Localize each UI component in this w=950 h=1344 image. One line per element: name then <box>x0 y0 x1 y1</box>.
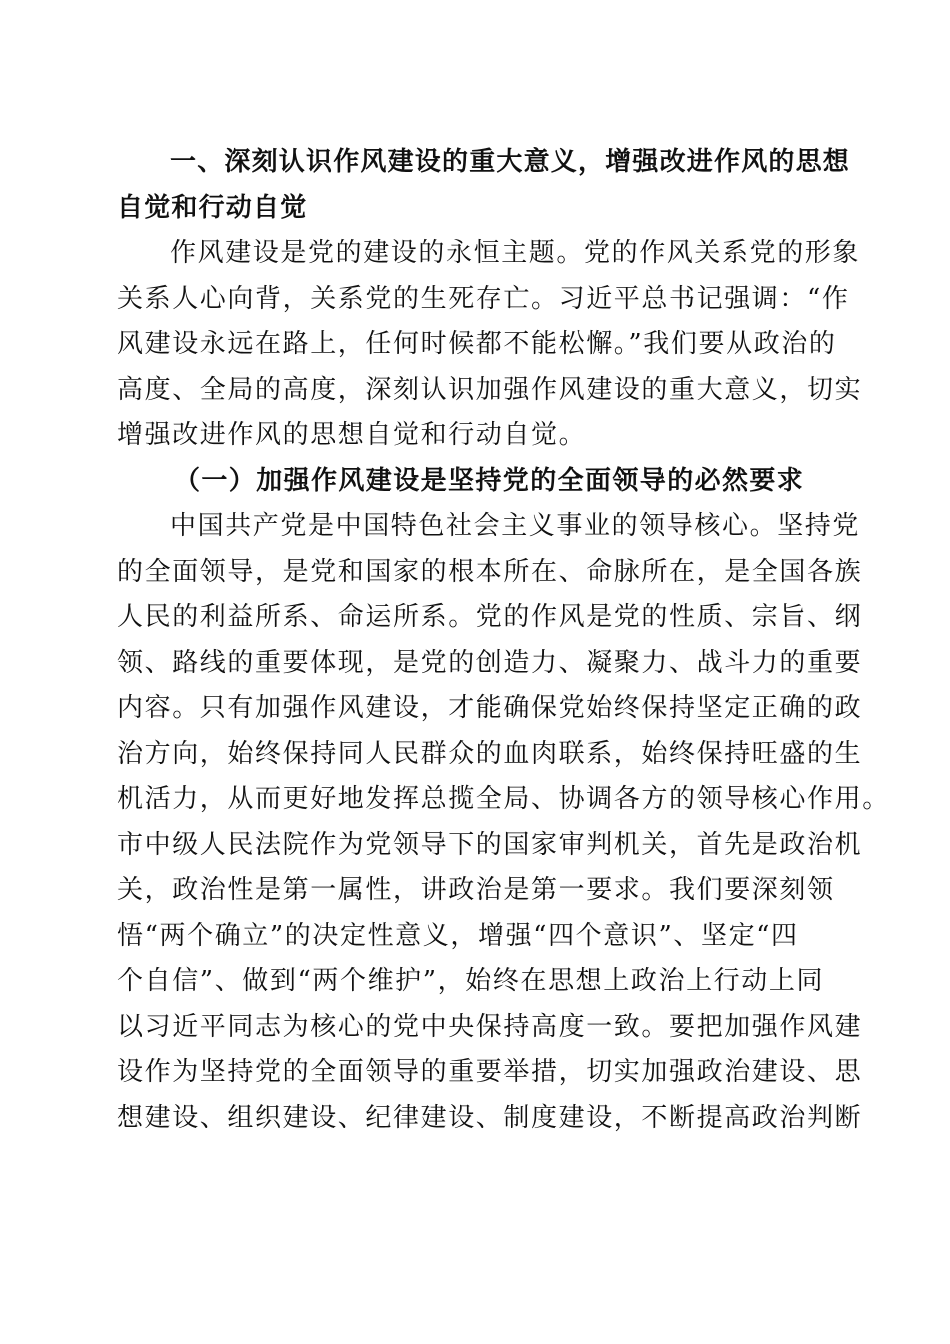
paragraph-2-line-12: 以习近平同志为核心的党中央保持高度一致。要把加强作风建 <box>117 1011 863 1042</box>
paragraph-2-line-2: 的全面领导，是党和国家的根本所在、命脉所在，是全国各族 <box>117 556 863 587</box>
paragraph-1-line-3: 风建设永远在路上，任何时候都不能松懈。”我们要从政治的 <box>117 329 837 359</box>
section-heading-line-2: 自觉和行动自觉 <box>117 192 308 223</box>
paragraph-2-line-9: 关，政治性是第一属性，讲政治是第一要求。我们要深刻领 <box>117 875 835 905</box>
paragraph-1-line-5: 增强改进作风的思想自觉和行动自觉。 <box>117 420 587 450</box>
paragraph-2-line-1: 中国共产党是中国特色社会主义事业的领导核心。坚持党 <box>170 511 861 541</box>
paragraph-2-line-14: 想建设、组织建设、纪律建设、制度建设，不断提高政治判断 <box>117 1102 863 1133</box>
paragraph-1-line-4: 高度、全局的高度，深刻认识加强作风建设的重大意义，切实 <box>117 374 863 405</box>
paragraph-2-line-13: 设作为坚持党的全面领导的重要举措，切实加强政治建设、思 <box>117 1057 863 1087</box>
paragraph-2-line-6: 治方向，始终保持同人民群众的血肉联系，始终保持旺盛的生 <box>117 738 863 769</box>
subsection-heading: （一）加强作风建设是坚持党的全面领导的必然要求 <box>174 465 805 496</box>
paragraph-2-line-10: 悟“两个确立”的决定性意义，增强“四个意识”、坚定“四 <box>117 920 799 951</box>
paragraph-2-line-11: 个自信”、做到“两个维护”，始终在思想上政治上行动上同 <box>117 966 825 996</box>
paragraph-1-line-1: 作风建设是党的建设的永恒主题。党的作风关系党的形象 <box>170 238 861 268</box>
paragraph-1-line-2: 关系人心向背，关系党的生死存亡。习近平总书记强调：“作 <box>117 283 850 314</box>
paragraph-2-line-7: 机活力，从而更好地发挥总揽全局、协调各方的领导核心作用。 <box>117 784 890 814</box>
paragraph-2-line-8: 市中级人民法院作为党领导下的国家审判机关，首先是政治机 <box>117 829 863 860</box>
paragraph-2-line-5: 内容。只有加强作风建设，才能确保党始终保持坚定正确的政 <box>117 693 863 723</box>
paragraph-2-line-4: 领、路线的重要体现，是党的创造力、凝聚力、战斗力的重要 <box>117 647 863 678</box>
section-heading-line-1: 一、深刻认识作风建设的重大意义，增强改进作风的思想 <box>170 147 851 177</box>
paragraph-2-line-3: 人民的利益所系、命运所系。党的作风是党的性质、宗旨、纲 <box>117 602 863 632</box>
document-body <box>117 140 890 1141</box>
